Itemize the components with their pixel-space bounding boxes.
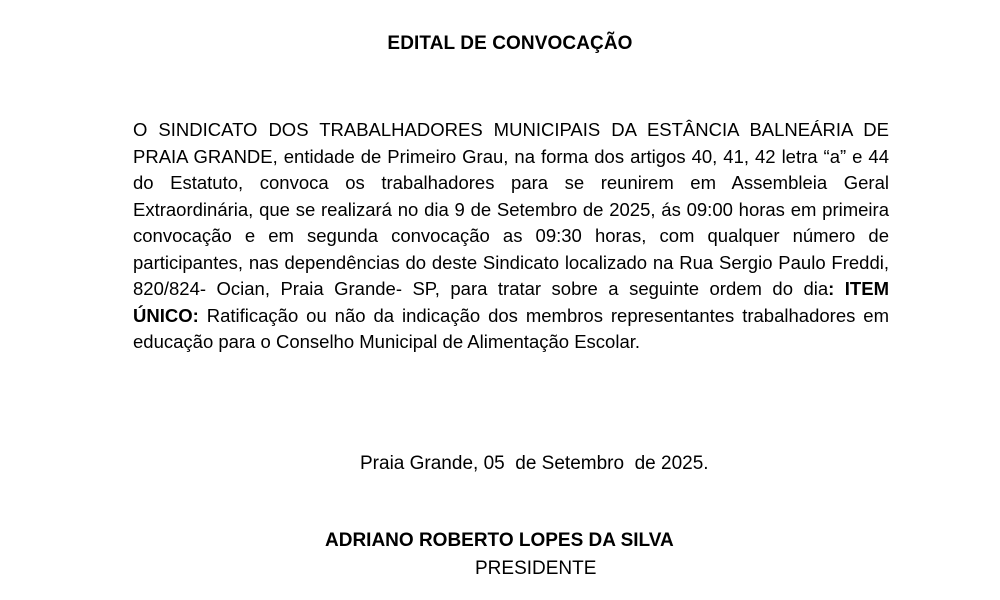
paragraph-text-part2: Ratificação ou não da indicação dos membros representantes trabalhadores em educação para o Conselho Municipal de Alimentação Escolar. — [133, 304, 889, 352]
paragraph-text-part1: O SINDICATO DOS TRABALHADORES MUNICIPAIS DA ESTÂNCIA BALNEÁRIA DE PRAIA GRANDE, entidade de Primeiro Grau, na forma dos artigos 40, 41, 42 letra “a” e 44 do Estatuto, convoca os trabalhadores para se reunirem em Assembleia Geral Extraordinária, que se realizará no dia 9 de Setembro de 2025, ás 09:00 horas em primeira convocação e em segunda convocação as 09:30 horas, com qualquer número de participantes, nas dependências do deste Sindicato localizado na Rua Sergio Paulo Freddi, 820/824- Ocian, Praia Grande- SP, para tratar sobre a seguinte ordem do dia — [133, 119, 889, 299]
paragraph-bold-item: : ITEM ÚNICO: — [133, 278, 889, 326]
convocation-paragraph — [133, 117, 889, 356]
signer-name: ADRIANO ROBERTO LOPES DA SILVA — [325, 530, 674, 551]
document-title: EDITAL DE CONVOCAÇÃO — [387, 33, 633, 54]
place-and-date: Praia Grande, 05 de Setembro de 2025. — [360, 453, 709, 474]
signer-role: PRESIDENTE — [475, 558, 597, 579]
